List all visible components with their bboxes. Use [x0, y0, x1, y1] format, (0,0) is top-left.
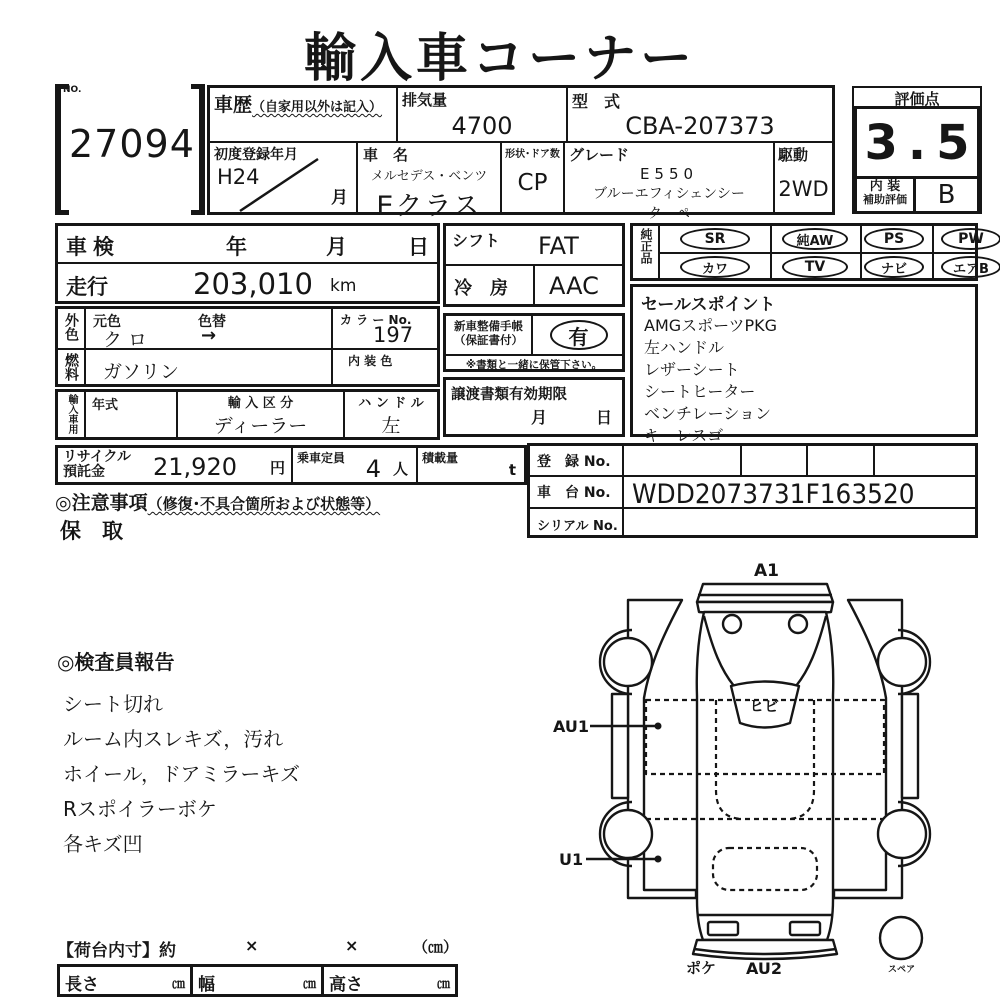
page-title: 輸入車コーナー — [303, 29, 696, 89]
cargo-unit-note: （㎝） — [412, 938, 458, 956]
int-color-divider — [331, 350, 333, 387]
mileage-unit: km — [330, 276, 357, 296]
load-unit: t — [508, 461, 516, 479]
recycle-cell — [58, 448, 293, 482]
cargo-width-cm: ㎝ — [302, 977, 316, 992]
interior-score-row — [854, 179, 980, 214]
color-fuel-box — [55, 306, 440, 387]
interior-score-label-cell — [854, 179, 916, 214]
header-row-2 — [210, 141, 832, 222]
color-change-label: 色替 — [198, 314, 226, 330]
mileage-value: 203,010 — [193, 267, 313, 301]
orig-color-label: 元色 — [93, 314, 121, 330]
color-no-label: カ ラ ー No. — [340, 313, 412, 327]
interior-score-value: B — [916, 179, 980, 214]
reg-no-sub-divider — [873, 446, 875, 475]
car-maker: メルセデス・ベンツ — [370, 169, 488, 184]
cargo-width-cell — [193, 967, 324, 994]
genuine-kawa-badge: カワ — [680, 256, 750, 278]
record-book-value-cell — [535, 316, 622, 354]
header-table — [207, 85, 835, 222]
shaken-row — [58, 226, 437, 262]
score-label: 評価点 — [894, 90, 940, 108]
inspector-item: 各キズ凹 — [63, 832, 143, 856]
shift-value: FAT — [538, 232, 579, 260]
genuine-row-divider — [660, 252, 975, 254]
caution-line — [55, 488, 380, 515]
lot-no-label: NO. — [63, 85, 82, 95]
orig-color-value: ク ロ — [103, 329, 148, 351]
caution-title: ◎注意事項 — [55, 492, 148, 514]
history-label: 車歴 — [214, 94, 253, 116]
cargo-x2: × — [345, 936, 359, 955]
capacity-unit: 人 — [392, 460, 408, 478]
genuine-ps-badge: PS — [864, 228, 924, 250]
cargo-height-cell — [324, 967, 455, 994]
year-model-label: 年式 — [92, 398, 119, 413]
genuine-col-div1 — [770, 226, 772, 278]
cargo-table — [57, 964, 458, 997]
car-damage-diagram — [540, 558, 1000, 998]
shaken-day: 日 — [408, 235, 429, 259]
reg-label-col-divider — [622, 446, 624, 535]
ac-label: 冷 房 — [454, 278, 508, 299]
genuine-col-div3 — [932, 226, 934, 278]
cargo-height-label: 高さ — [329, 975, 363, 995]
body-doors-value: CP — [517, 170, 548, 196]
displacement-label: 排気量 — [402, 91, 448, 109]
capacity-value: 4 — [365, 455, 381, 483]
mileage-row — [58, 264, 437, 301]
score-box — [852, 86, 982, 214]
spare-tire — [880, 917, 922, 959]
recycle-box — [55, 445, 527, 485]
cargo-title: 【荷台内寸】約 — [57, 941, 176, 961]
ext-color-label: 外色 — [58, 309, 86, 348]
recycle-label-line1: リサイクル — [63, 449, 132, 465]
record-book-label1: 新車整備手帳 — [454, 319, 523, 333]
shaken-month: 月 — [326, 235, 347, 259]
genuine-tv-badge: TV — [782, 256, 848, 278]
right-rear-wheel — [878, 810, 926, 858]
reg-row-divider1 — [530, 475, 975, 477]
score-value: 3.5 — [854, 106, 980, 179]
shift-row — [446, 226, 622, 264]
inspector-item: シート切れ — [63, 692, 163, 716]
drive-label: 駆動 — [778, 146, 809, 164]
rear-bumper — [693, 940, 837, 959]
color-no-divider — [331, 309, 333, 348]
right-rocker-panel — [902, 694, 918, 798]
diagram-label-hibi: ヒビ — [749, 697, 780, 715]
model-code-cell — [568, 88, 832, 141]
body-doors-label: 形状･ドア数 — [505, 149, 560, 160]
sales-point-item: AMGスポーツPKG — [644, 316, 778, 335]
import-class-label: 輸 入 区 分 — [227, 396, 294, 411]
record-book-value: 有 — [550, 320, 608, 350]
transfer-box — [443, 377, 625, 437]
car-body — [697, 612, 833, 940]
first-reg-cell — [210, 143, 358, 212]
recycle-unit: 円 — [269, 459, 285, 477]
interior-label-line2: 補助評価 — [863, 193, 907, 207]
drive-cell — [775, 143, 832, 212]
displacement-cell — [398, 88, 568, 141]
sales-point-item: シートヒーター — [644, 382, 756, 401]
chassis-value: WDD2073731F163520 — [632, 479, 915, 510]
grade-line2: ブルーエフィシェンシー — [593, 186, 745, 202]
ac-value: AAC — [549, 272, 599, 300]
shift-ac-box — [443, 223, 625, 307]
fuel-value: ガソリン — [103, 361, 180, 383]
transfer-label: 譲渡書類有効期限 — [451, 387, 567, 403]
int-color-label: 内 装 色 — [348, 354, 393, 368]
import-label: 輸入車用 — [58, 392, 86, 437]
diagram-label-au2: AU2 — [746, 959, 783, 978]
reg-no-sub-divider — [740, 446, 742, 475]
handle-value: 左 — [381, 415, 401, 437]
handle-cell — [345, 392, 437, 437]
inspector-title: ◎検査員報告 — [57, 650, 175, 674]
import-class-cell — [178, 392, 343, 437]
ac-divider — [533, 266, 535, 304]
ac-row — [446, 266, 622, 304]
serial-label: シリアル No. — [537, 519, 618, 534]
cargo-height-cm: ㎝ — [436, 977, 450, 992]
load-cell — [418, 448, 524, 482]
transfer-month: 月 — [531, 408, 548, 427]
right-front-wheel — [878, 638, 926, 686]
car-name-label: 車 名 — [363, 146, 409, 164]
history-note: （自家用以外は記入） — [252, 100, 383, 115]
reg-no-sub-divider — [806, 446, 808, 475]
handle-label: ハ ン ド ル — [358, 396, 424, 411]
genuine-parts-box — [630, 223, 989, 281]
cargo-length-cm: ㎝ — [171, 977, 185, 992]
car-name-value: Eクラス — [376, 191, 482, 222]
recycle-label-line2: 預託金 — [63, 464, 105, 481]
record-book-divider — [446, 354, 622, 356]
front-bumper — [697, 584, 833, 602]
inspector-item: ルーム内スレキズ，汚れ — [63, 727, 284, 751]
genuine-navi-badge: ナビ — [864, 256, 924, 278]
caution-note: （修復･不具合箇所および状態等） — [147, 495, 381, 513]
cargo-header — [57, 936, 458, 960]
mileage-label: 走行 — [66, 275, 108, 299]
sales-point-item: 左ハンドル — [644, 338, 725, 357]
lot-bracket-left — [55, 84, 69, 215]
model-code-label: 型 式 — [572, 92, 621, 111]
u1-callout-dot — [655, 856, 662, 863]
lot-no-value: 27094 — [69, 122, 195, 166]
first-reg-year: H24 — [217, 165, 260, 189]
history-cell — [210, 88, 398, 141]
genuine-col-div2 — [860, 226, 862, 278]
caution-value: 保 取 — [60, 519, 123, 543]
grade-label: グレード — [569, 146, 630, 164]
registration-table — [527, 443, 978, 538]
genuine-sr-badge: SR — [680, 228, 750, 250]
load-label: 積載量 — [422, 451, 459, 465]
genuine-airbag-badge: エアB — [941, 256, 1000, 278]
import-box — [55, 389, 440, 440]
record-book-box — [443, 313, 625, 372]
left-front-wheel — [604, 638, 652, 686]
sales-points-box — [630, 284, 978, 445]
first-reg-month-suffix: 月 — [331, 188, 348, 208]
transfer-day: 日 — [595, 408, 612, 427]
cargo-x1: × — [245, 936, 259, 955]
record-book-label2: （保証書付） — [454, 333, 523, 348]
diagram-label-spare: スペア — [888, 965, 916, 975]
capacity-label: 乗車定員 — [297, 451, 346, 465]
inspector-item: Rスポイラーボケ — [63, 797, 217, 821]
grade-line1: E550 — [639, 165, 699, 183]
diagram-label-u1: U1 — [559, 850, 584, 869]
left-rear-wheel — [604, 810, 652, 858]
recycle-value: 21,920 — [153, 453, 237, 481]
diagram-label-poke: ポケ — [686, 959, 717, 977]
grade-cell — [565, 143, 775, 222]
recycle-label — [63, 450, 131, 481]
diagram-label-au1: AU1 — [553, 717, 590, 736]
inspector-item: ホイール，ドアミラーキズ — [63, 762, 300, 786]
shift-label: シフト — [452, 231, 501, 250]
header-row-1 — [210, 88, 832, 141]
cargo-length-label: 長さ — [65, 975, 99, 995]
reg-no-label: 登 録 No. — [537, 454, 611, 470]
first-reg-label: 初度登録年月 — [214, 147, 298, 163]
diagram-label-a1: A1 — [754, 561, 779, 581]
model-code-value: CBA-207373 — [625, 112, 775, 140]
sales-point-item: ベンチレーション — [644, 404, 772, 423]
sales-point-item: キーレスゴー — [644, 426, 740, 445]
cargo-width-label: 幅 — [198, 975, 215, 995]
inspector-report — [57, 646, 477, 862]
body-doors-cell — [502, 143, 565, 212]
genuine-grid — [660, 226, 989, 278]
color-no-value: 197 — [373, 323, 414, 347]
record-book-label-cell — [446, 316, 533, 354]
grade-line3: クーペ — [648, 206, 690, 222]
au1-callout-dot — [655, 723, 662, 730]
left-rocker-panel — [612, 694, 628, 798]
drive-value: 2WD — [778, 177, 829, 201]
genuine-aw-badge: 純AW — [782, 228, 848, 250]
shaken-mileage-box — [55, 223, 440, 304]
sales-point-item: レザーシート — [644, 360, 740, 379]
capacity-cell — [293, 448, 418, 482]
shaken-label: 車検 — [66, 235, 120, 259]
interior-label-line1: 内 装 — [869, 179, 901, 194]
sales-points-title: セールスポイント — [641, 295, 776, 315]
displacement-value: 4700 — [451, 112, 513, 140]
genuine-label: 純正品 — [633, 226, 660, 278]
shaken-year: 年 — [226, 235, 247, 259]
record-book-note: ※書類と一緒に保管下さい。 — [465, 359, 603, 371]
lot-number-block — [55, 84, 205, 215]
import-class-value: ディーラー — [213, 415, 308, 437]
car-name-cell — [358, 143, 502, 222]
fuel-label: 燃料 — [58, 350, 86, 387]
genuine-pw-badge: PW — [941, 228, 1000, 250]
color-change-value: → — [201, 325, 217, 346]
chassis-label: 車 台 No. — [537, 485, 611, 501]
cargo-length-cell — [60, 967, 193, 994]
